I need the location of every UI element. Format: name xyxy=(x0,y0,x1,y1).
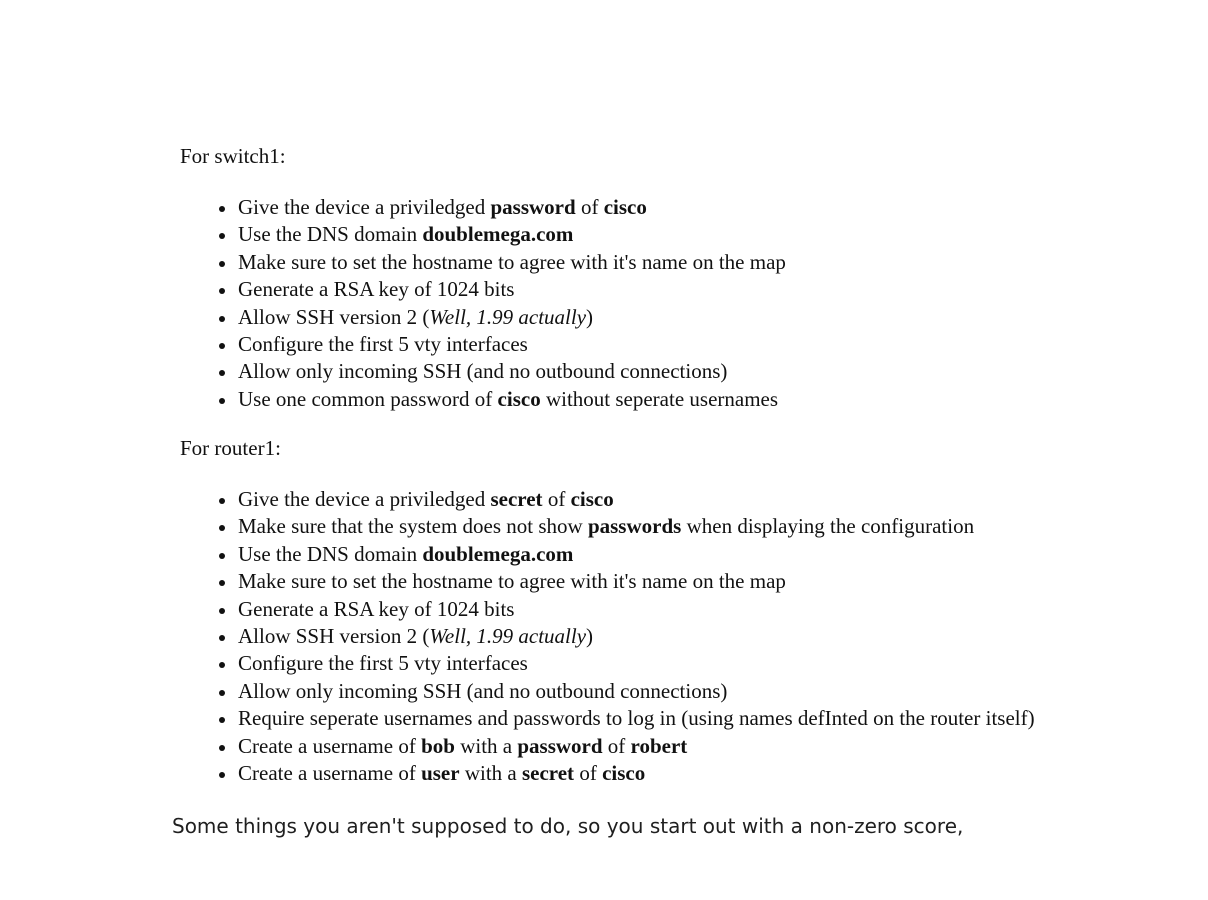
switch-section xyxy=(180,143,786,411)
list-item: Make sure that the system does not show passwords when displaying the configuration xyxy=(216,513,1035,540)
list-item: Allow SSH version 2 (Well, 1.99 actually) xyxy=(216,304,786,331)
list-item: Create a username of user with a secret of cisco xyxy=(216,760,1035,787)
list-item: Allow SSH version 2 (Well, 1.99 actually) xyxy=(216,623,1035,650)
list-item: Give the device a priviledged secret of cisco xyxy=(216,486,1035,513)
list-item: Make sure to set the hostname to agree with it's name on the map xyxy=(216,249,786,276)
list-item: Generate a RSA key of 1024 bits xyxy=(216,596,1035,623)
list-item: Require seperate usernames and passwords to log in (using names defInted on the router itself) xyxy=(216,705,1035,732)
list-item: Configure the first 5 vty interfaces xyxy=(216,331,786,358)
list-item: Allow only incoming SSH (and no outbound connections) xyxy=(216,678,1035,705)
list-item: Allow only incoming SSH (and no outbound connections) xyxy=(216,358,786,385)
list-item: Use one common password of cisco without seperate usernames xyxy=(216,386,786,413)
router-requirements-list xyxy=(216,486,1035,787)
list-item: Generate a RSA key of 1024 bits xyxy=(216,276,786,303)
list-item: Create a username of bob with a password of robert xyxy=(216,733,1035,760)
list-item: Use the DNS domain doublemega.com xyxy=(216,221,786,248)
list-item: Configure the first 5 vty interfaces xyxy=(216,650,1035,677)
list-item: Give the device a priviledged password of cisco xyxy=(216,194,786,221)
router-heading: For router1: xyxy=(180,436,281,460)
switch-heading: For switch1: xyxy=(180,144,286,168)
list-item: Make sure to set the hostname to agree with it's name on the map xyxy=(216,568,1035,595)
footer-note: Some things you aren't supposed to do, so you start out with a non-zero score, xyxy=(172,814,964,838)
switch-requirements-list xyxy=(216,194,786,413)
router-section xyxy=(180,435,1035,785)
list-item: Use the DNS domain doublemega.com xyxy=(216,541,1035,568)
